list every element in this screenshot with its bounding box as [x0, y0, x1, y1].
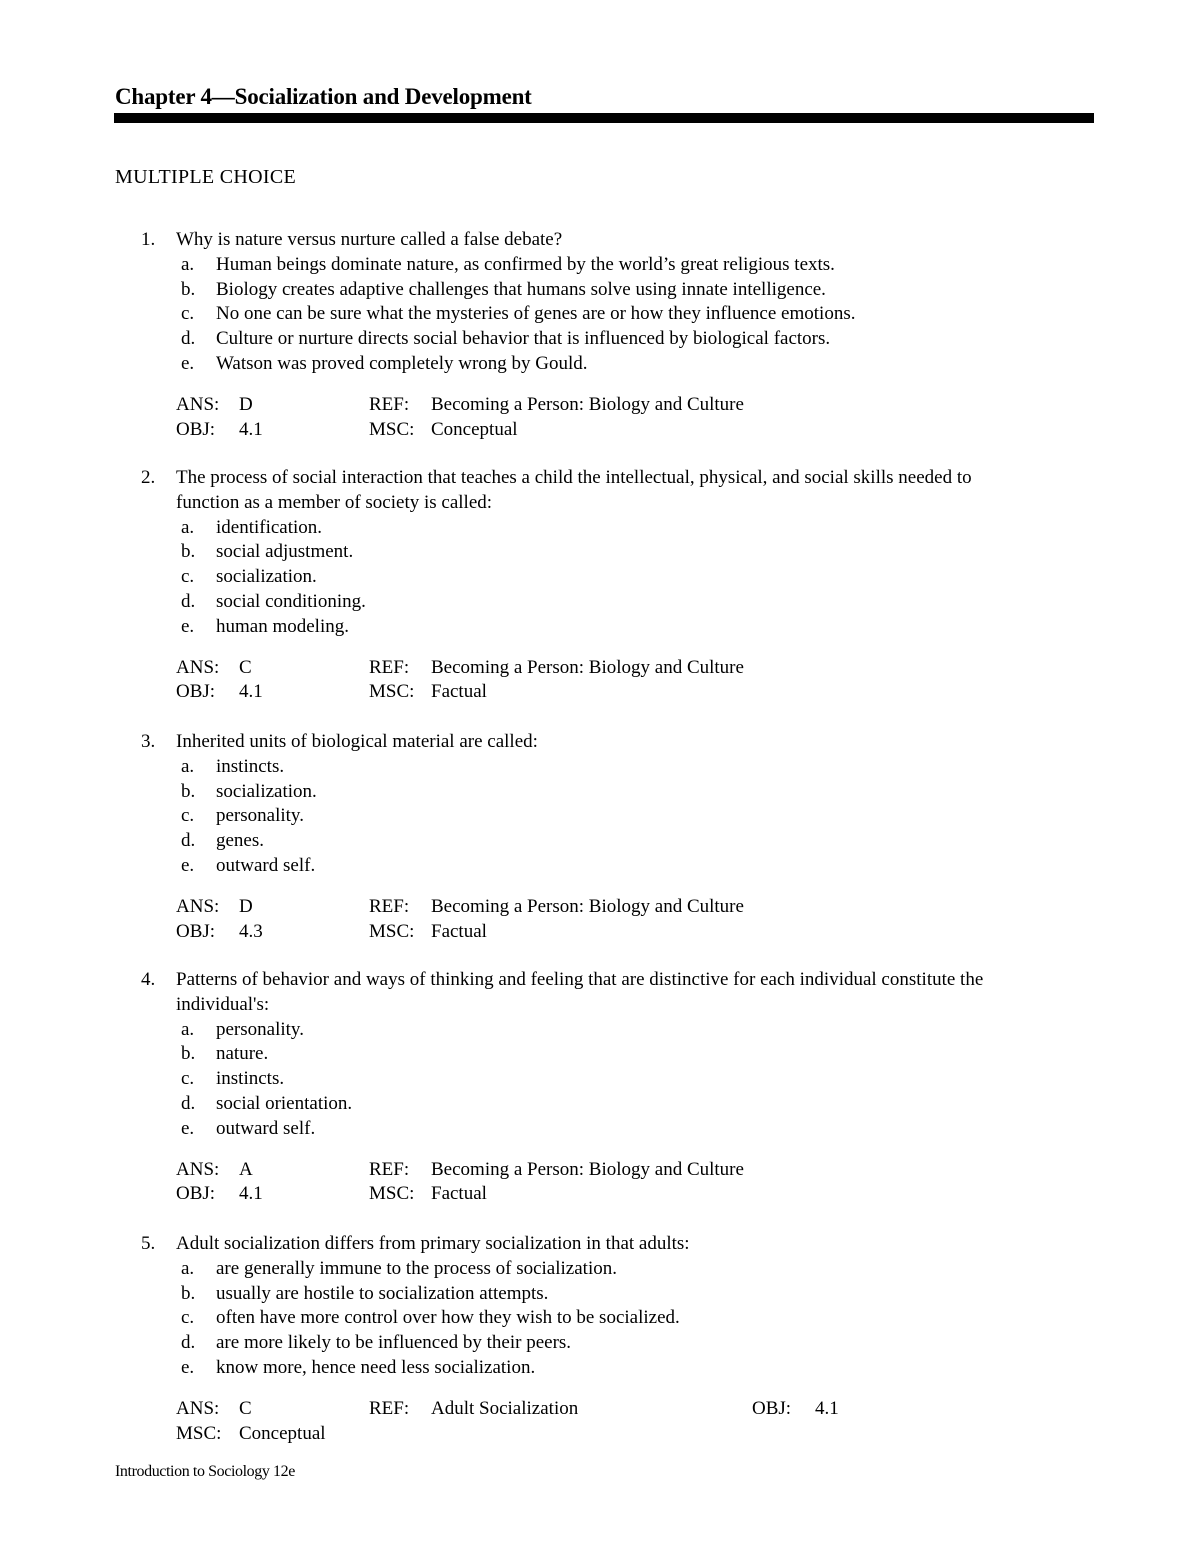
- option-text: Culture or nurture directs social behavior that is influenced by biological factors.: [216, 328, 831, 350]
- option-letter: c.: [181, 303, 195, 325]
- objective-label: OBJ:: [176, 920, 216, 942]
- reference-label: REF:: [369, 656, 410, 678]
- option-text: personality.: [216, 1018, 304, 1040]
- answer-label: ANS:: [176, 1397, 220, 1419]
- option-text: No one can be sure what the mysteries of genes are or how they influence emotions.: [216, 303, 856, 325]
- option-text: are generally immune to the process of socialization.: [216, 1257, 617, 1279]
- classification-label: MSC:: [369, 920, 415, 942]
- objective-label: OBJ:: [176, 1183, 216, 1205]
- option-letter: e.: [181, 1117, 195, 1139]
- question-number: 2.: [141, 467, 156, 488]
- option-letter: c.: [181, 1307, 195, 1329]
- option-letter: a.: [181, 755, 195, 777]
- option-text: Biology creates adaptive challenges that humans solve using innate intelligence.: [216, 278, 826, 300]
- option-text: social orientation.: [216, 1093, 353, 1114]
- option-letter: c.: [181, 1068, 195, 1090]
- option-text: human modeling.: [216, 615, 349, 637]
- question-number: 3.: [141, 731, 156, 752]
- option-letter: b.: [181, 541, 196, 563]
- option-text: Watson was proved completely wrong by Gould.: [216, 353, 588, 374]
- option-text: usually are hostile to socialization attempts.: [216, 1282, 549, 1304]
- classification-value: Factual: [431, 681, 487, 703]
- classification-label: MSC:: [369, 1183, 415, 1205]
- reference-label: REF:: [369, 895, 410, 917]
- objective-label: OBJ:: [176, 681, 216, 703]
- option-letter: d.: [181, 591, 196, 612]
- option-letter: a.: [181, 1257, 195, 1279]
- option-text: are more likely to be influenced by their peers.: [216, 1332, 572, 1354]
- answer-value: D: [239, 393, 253, 415]
- option-text: Human beings dominate nature, as confirmed by the world’s great religious texts.: [216, 253, 835, 275]
- option-letter: a.: [181, 1018, 195, 1040]
- classification-value: Factual: [431, 920, 487, 942]
- objective-label: OBJ:: [176, 418, 216, 440]
- option-text: nature.: [216, 1043, 269, 1065]
- reference-label: REF:: [369, 1397, 410, 1419]
- option-letter: e.: [181, 353, 195, 374]
- objective-value: 4.3: [239, 920, 263, 942]
- chapter-title: Chapter 4—Socialization and Development: [115, 84, 532, 109]
- objective-value: 4.1: [239, 681, 263, 703]
- answer-label: ANS:: [176, 1158, 220, 1180]
- option-text: social conditioning.: [216, 591, 366, 612]
- option-letter: b.: [181, 780, 196, 802]
- option-letter: b.: [181, 278, 196, 300]
- option-letter: d.: [181, 1332, 196, 1354]
- option-text: instincts.: [216, 1068, 285, 1090]
- reference-value: Becoming a Person: Biology and Culture: [431, 1158, 744, 1180]
- classification-label: MSC:: [369, 681, 415, 703]
- reference-value: Becoming a Person: Biology and Culture: [431, 656, 744, 678]
- answer-label: ANS:: [176, 895, 220, 917]
- reference-label: REF:: [369, 1158, 410, 1180]
- reference-value: Adult Socialization: [431, 1397, 579, 1419]
- option-text: know more, hence need less socialization.: [216, 1357, 536, 1378]
- question-stem: function as a member of society is called:: [176, 491, 493, 513]
- question-stem: Why is nature versus nurture called a false debate?: [176, 229, 563, 250]
- question-number: 4.: [141, 969, 156, 990]
- option-letter: a.: [181, 516, 195, 538]
- answer-label: ANS:: [176, 393, 220, 415]
- option-text: outward self.: [216, 1117, 316, 1139]
- reference-value: Becoming a Person: Biology and Culture: [431, 393, 744, 415]
- option-letter: d.: [181, 1093, 196, 1114]
- question-stem: individual's:: [176, 993, 270, 1015]
- option-text: socialization.: [216, 566, 317, 588]
- classification-label: MSC:: [369, 418, 415, 440]
- option-text: instincts.: [216, 755, 285, 777]
- title-rule: [114, 113, 1094, 123]
- classification-value: Conceptual: [431, 418, 518, 440]
- option-text: often have more control over how they wish to be socialized.: [216, 1307, 680, 1329]
- option-letter: e.: [181, 1357, 195, 1378]
- option-text: socialization.: [216, 780, 317, 802]
- page-footer: Introduction to Sociology 12e: [115, 1463, 295, 1480]
- classification-label: MSC:: [176, 1422, 222, 1444]
- answer-label: ANS:: [176, 656, 220, 678]
- objective-label: OBJ:: [752, 1397, 792, 1419]
- option-text: outward self.: [216, 855, 316, 876]
- option-text: genes.: [216, 830, 265, 852]
- option-text: identification.: [216, 516, 323, 538]
- objective-value: 4.1: [239, 1183, 263, 1205]
- option-letter: c.: [181, 805, 195, 827]
- question-number: 1.: [141, 229, 156, 250]
- question-stem: Inherited units of biological material are called:: [176, 731, 538, 752]
- answer-value: C: [239, 1397, 252, 1419]
- objective-value: 4.1: [239, 418, 263, 440]
- question-number: 5.: [141, 1233, 156, 1254]
- classification-value: Factual: [431, 1183, 487, 1205]
- option-letter: d.: [181, 328, 196, 350]
- option-letter: b.: [181, 1282, 196, 1304]
- question-stem: Patterns of behavior and ways of thinking and feeling that are distinctive for each individual constitute the: [176, 969, 984, 990]
- answer-value: C: [239, 656, 252, 678]
- option-letter: b.: [181, 1043, 196, 1065]
- reference-label: REF:: [369, 393, 410, 415]
- answer-value: D: [239, 895, 253, 917]
- objective-value: 4.1: [815, 1397, 839, 1419]
- question-stem: Adult socialization differs from primary socialization in that adults:: [176, 1233, 690, 1254]
- question-stem: The process of social interaction that teaches a child the intellectual, physical, and social skills needed to: [176, 467, 972, 488]
- section-heading: MULTIPLE CHOICE: [115, 166, 296, 188]
- option-letter: d.: [181, 830, 196, 852]
- option-letter: e.: [181, 615, 195, 637]
- option-letter: e.: [181, 855, 195, 876]
- reference-value: Becoming a Person: Biology and Culture: [431, 895, 744, 917]
- classification-value: Conceptual: [239, 1422, 326, 1444]
- option-letter: c.: [181, 566, 195, 588]
- option-text: social adjustment.: [216, 541, 354, 563]
- option-text: personality.: [216, 805, 304, 827]
- option-letter: a.: [181, 253, 195, 275]
- answer-value: A: [239, 1158, 253, 1180]
